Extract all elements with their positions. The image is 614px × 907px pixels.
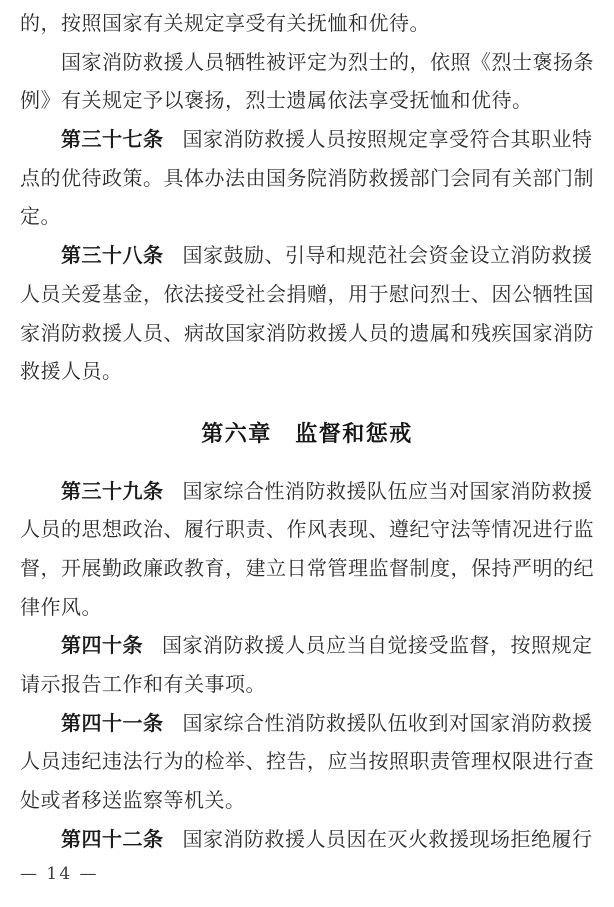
text-line (20, 236, 594, 275)
text-line: 请示报告工作和有关事项。 (20, 672, 266, 696)
article-number: 第三十九条 (61, 478, 164, 503)
text-line (20, 820, 594, 859)
text-line: 的，按照国家有关规定享受有关抚恤和优待。 (20, 11, 430, 35)
text-line: 例》有关规定予以褒扬，烈士遗属依法享受抚恤和优待。 (20, 88, 533, 113)
article-number: 第四十一条 (61, 710, 164, 735)
text-line: 家消防救援人员、病故国家消防救援人员的遗属和残疾国家消防 (20, 320, 594, 345)
document-body (20, 4, 594, 858)
text-line (20, 704, 594, 743)
article-text: 国家综合性消防救援队伍应当对国家消防救援 (182, 478, 593, 503)
text-line: 督，开展勤政廉政教育，建立日常管理监督制度，保持严明的纪 (20, 555, 594, 580)
text-line: 人员违纪违法行为的检举、控告，应当按照职责管理权限进行查 (20, 749, 594, 774)
text-line: 人员的思想政治、履行职责、作风表现、遵纪守法等情况进行监 (20, 517, 594, 542)
text-line (20, 472, 594, 511)
article-text: 国家消防救援人员因在灭火救援现场拒绝履行 (182, 826, 593, 851)
article-text: 国家消防救援人员应当自觉接受监督，按照规定 (162, 633, 593, 658)
text-line: 救援人员。 (20, 359, 123, 384)
text-line (20, 626, 594, 665)
text-line: 点的优待政策。具体办法由国务院消防救援部门会同有关部门制 (20, 165, 594, 190)
article-text: 国家鼓励、引导和规范社会资金设立消防救援 (182, 243, 593, 268)
text-line: 定。 (20, 204, 61, 229)
article-number: 第四十条 (61, 633, 143, 658)
article-number: 第四十二条 (61, 826, 164, 851)
text-line: 人员关爱基金，依法接受社会捐赠，用于慰问烈士、因公牺牲国 (20, 281, 594, 306)
text-line: 国家消防救援人员牺牲被评定为烈士的，依照《烈士褒扬条 (61, 49, 594, 74)
article-number: 第三十七条 (61, 127, 164, 152)
article-text: 国家综合性消防救援队伍收到对国家消防救援 (182, 710, 593, 735)
text-line: 处或者移送监察等机关。 (20, 788, 246, 813)
text-line: 律作风。 (20, 594, 102, 619)
article-text: 国家消防救援人员按照规定享受符合其职业特 (182, 127, 593, 152)
page-number: — 14 — (20, 864, 99, 884)
chapter-heading: 第六章 监督和惩戒 (201, 421, 413, 447)
text-line (20, 120, 594, 159)
article-number: 第三十八条 (61, 243, 164, 268)
